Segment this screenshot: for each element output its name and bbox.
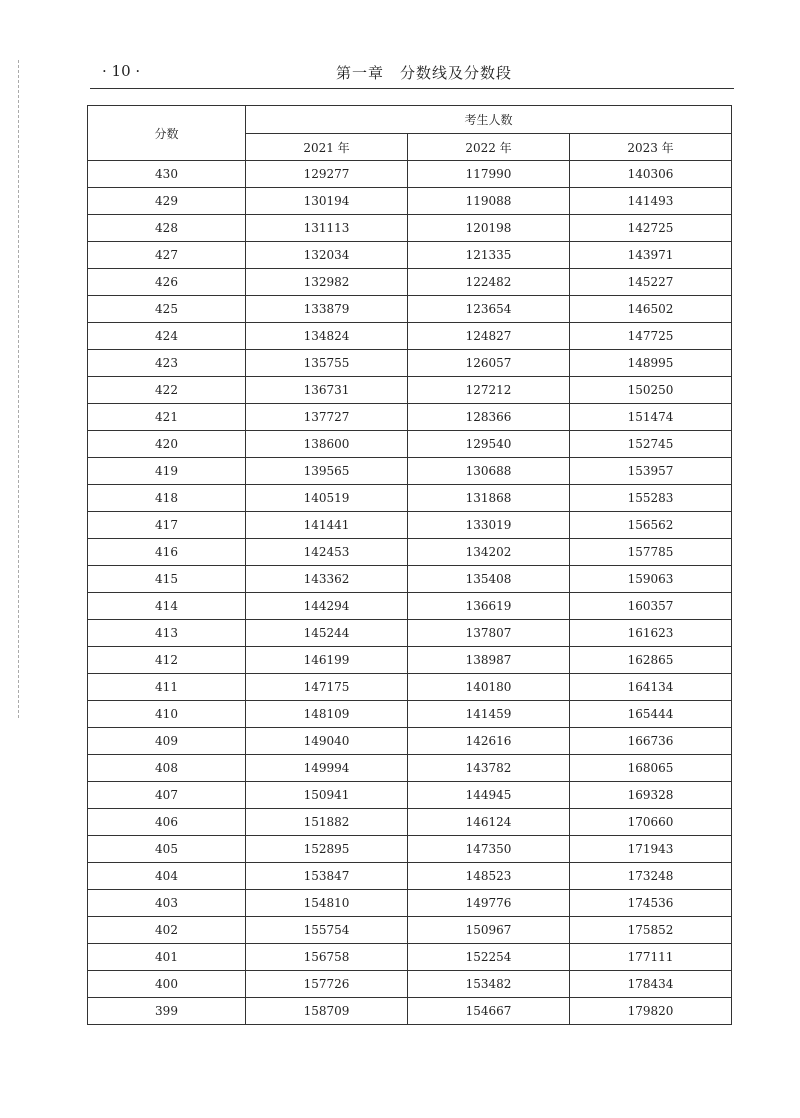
score-cell: 408 bbox=[88, 755, 246, 782]
score-cell: 422 bbox=[88, 377, 246, 404]
table-row bbox=[88, 512, 732, 539]
count-2022-cell: 129540 bbox=[408, 431, 570, 458]
score-cell: 401 bbox=[88, 944, 246, 971]
count-2023-cell: 142725 bbox=[570, 215, 732, 242]
count-2023-cell: 179820 bbox=[570, 998, 732, 1025]
count-2021-cell: 129277 bbox=[246, 161, 408, 188]
table-row bbox=[88, 458, 732, 485]
count-2021-cell: 144294 bbox=[246, 593, 408, 620]
table-row bbox=[88, 755, 732, 782]
count-2023-cell: 147725 bbox=[570, 323, 732, 350]
count-2021-cell: 149040 bbox=[246, 728, 408, 755]
count-2021-cell: 132034 bbox=[246, 242, 408, 269]
table-row bbox=[88, 485, 732, 512]
table-row bbox=[88, 593, 732, 620]
count-2021-cell: 138600 bbox=[246, 431, 408, 458]
table-row bbox=[88, 539, 732, 566]
count-2021-cell: 131113 bbox=[246, 215, 408, 242]
count-2022-cell: 137807 bbox=[408, 620, 570, 647]
count-2023-cell: 143971 bbox=[570, 242, 732, 269]
score-distribution-table bbox=[87, 105, 732, 1025]
count-2023-cell: 150250 bbox=[570, 377, 732, 404]
count-2022-cell: 136619 bbox=[408, 593, 570, 620]
page-header bbox=[90, 62, 732, 86]
count-2021-cell: 141441 bbox=[246, 512, 408, 539]
count-2022-cell: 124827 bbox=[408, 323, 570, 350]
count-2021-cell: 152895 bbox=[246, 836, 408, 863]
table-row bbox=[88, 215, 732, 242]
score-cell: 405 bbox=[88, 836, 246, 863]
count-2022-cell: 117990 bbox=[408, 161, 570, 188]
count-2023-cell: 140306 bbox=[570, 161, 732, 188]
score-cell: 413 bbox=[88, 620, 246, 647]
score-cell: 425 bbox=[88, 296, 246, 323]
count-2023-cell: 141493 bbox=[570, 188, 732, 215]
page-number: · 10 · bbox=[102, 62, 141, 80]
header-rule bbox=[90, 88, 734, 89]
table-row bbox=[88, 674, 732, 701]
table-row bbox=[88, 566, 732, 593]
count-2022-cell: 143782 bbox=[408, 755, 570, 782]
count-2022-cell: 120198 bbox=[408, 215, 570, 242]
count-2022-cell: 148523 bbox=[408, 863, 570, 890]
score-cell: 412 bbox=[88, 647, 246, 674]
count-2023-cell: 145227 bbox=[570, 269, 732, 296]
count-2023-cell: 173248 bbox=[570, 863, 732, 890]
table-row bbox=[88, 944, 732, 971]
table-row bbox=[88, 161, 732, 188]
score-cell: 399 bbox=[88, 998, 246, 1025]
score-cell: 430 bbox=[88, 161, 246, 188]
count-2021-cell: 158709 bbox=[246, 998, 408, 1025]
count-2021-cell: 134824 bbox=[246, 323, 408, 350]
count-2022-cell: 146124 bbox=[408, 809, 570, 836]
count-2021-cell: 137727 bbox=[246, 404, 408, 431]
count-2023-cell: 170660 bbox=[570, 809, 732, 836]
count-2023-cell: 160357 bbox=[570, 593, 732, 620]
table-row bbox=[88, 890, 732, 917]
count-2022-cell: 121335 bbox=[408, 242, 570, 269]
count-2021-cell: 132982 bbox=[246, 269, 408, 296]
table-row bbox=[88, 863, 732, 890]
count-2022-cell: 147350 bbox=[408, 836, 570, 863]
count-2021-cell: 140519 bbox=[246, 485, 408, 512]
score-cell: 421 bbox=[88, 404, 246, 431]
count-2022-cell: 149776 bbox=[408, 890, 570, 917]
count-2021-cell: 133879 bbox=[246, 296, 408, 323]
count-2023-cell: 162865 bbox=[570, 647, 732, 674]
year-header-2023: 2023 年 bbox=[570, 134, 732, 161]
count-2022-cell: 126057 bbox=[408, 350, 570, 377]
score-cell: 403 bbox=[88, 890, 246, 917]
count-2022-cell: 144945 bbox=[408, 782, 570, 809]
count-2022-cell: 122482 bbox=[408, 269, 570, 296]
count-2022-cell: 154667 bbox=[408, 998, 570, 1025]
count-2022-cell: 123654 bbox=[408, 296, 570, 323]
table-row bbox=[88, 377, 732, 404]
count-2023-cell: 171943 bbox=[570, 836, 732, 863]
score-cell: 419 bbox=[88, 458, 246, 485]
count-2022-cell: 128366 bbox=[408, 404, 570, 431]
table-row bbox=[88, 188, 732, 215]
table-row bbox=[88, 269, 732, 296]
count-2022-cell: 130688 bbox=[408, 458, 570, 485]
count-2021-cell: 135755 bbox=[246, 350, 408, 377]
count-2021-cell: 136731 bbox=[246, 377, 408, 404]
count-2021-cell: 153847 bbox=[246, 863, 408, 890]
score-cell: 418 bbox=[88, 485, 246, 512]
score-cell: 402 bbox=[88, 917, 246, 944]
count-2021-cell: 130194 bbox=[246, 188, 408, 215]
table-row bbox=[88, 296, 732, 323]
table-row bbox=[88, 728, 732, 755]
table-body bbox=[88, 161, 732, 1025]
count-2023-cell: 146502 bbox=[570, 296, 732, 323]
count-2023-cell: 174536 bbox=[570, 890, 732, 917]
score-cell: 423 bbox=[88, 350, 246, 377]
table-row bbox=[88, 917, 732, 944]
count-2021-cell: 155754 bbox=[246, 917, 408, 944]
count-2022-cell: 133019 bbox=[408, 512, 570, 539]
count-2022-cell: 131868 bbox=[408, 485, 570, 512]
count-2023-cell: 165444 bbox=[570, 701, 732, 728]
score-cell: 417 bbox=[88, 512, 246, 539]
count-2023-cell: 177111 bbox=[570, 944, 732, 971]
count-2023-cell: 152745 bbox=[570, 431, 732, 458]
table-row bbox=[88, 404, 732, 431]
count-2022-cell: 138987 bbox=[408, 647, 570, 674]
table-row bbox=[88, 701, 732, 728]
year-header-2022: 2022 年 bbox=[408, 134, 570, 161]
count-2022-cell: 141459 bbox=[408, 701, 570, 728]
table-row bbox=[88, 620, 732, 647]
score-cell: 429 bbox=[88, 188, 246, 215]
count-2021-cell: 157726 bbox=[246, 971, 408, 998]
score-cell: 414 bbox=[88, 593, 246, 620]
table-row bbox=[88, 242, 732, 269]
score-cell: 415 bbox=[88, 566, 246, 593]
count-2023-cell: 178434 bbox=[570, 971, 732, 998]
count-2022-cell: 140180 bbox=[408, 674, 570, 701]
count-2021-cell: 154810 bbox=[246, 890, 408, 917]
count-2021-cell: 146199 bbox=[246, 647, 408, 674]
score-cell: 420 bbox=[88, 431, 246, 458]
count-2021-cell: 149994 bbox=[246, 755, 408, 782]
table-row bbox=[88, 782, 732, 809]
score-cell: 410 bbox=[88, 701, 246, 728]
table-row bbox=[88, 809, 732, 836]
count-2021-cell: 147175 bbox=[246, 674, 408, 701]
table-row bbox=[88, 647, 732, 674]
count-2023-cell: 159063 bbox=[570, 566, 732, 593]
count-2021-cell: 156758 bbox=[246, 944, 408, 971]
score-cell: 424 bbox=[88, 323, 246, 350]
count-2022-cell: 153482 bbox=[408, 971, 570, 998]
score-cell: 428 bbox=[88, 215, 246, 242]
count-2022-cell: 134202 bbox=[408, 539, 570, 566]
score-cell: 409 bbox=[88, 728, 246, 755]
count-2021-cell: 142453 bbox=[246, 539, 408, 566]
score-cell: 400 bbox=[88, 971, 246, 998]
score-cell: 416 bbox=[88, 539, 246, 566]
table-row bbox=[88, 323, 732, 350]
count-2023-cell: 175852 bbox=[570, 917, 732, 944]
candidate-count-header: 考生人数 bbox=[246, 106, 732, 134]
score-cell: 407 bbox=[88, 782, 246, 809]
table-row bbox=[88, 998, 732, 1025]
count-2023-cell: 164134 bbox=[570, 674, 732, 701]
count-2021-cell: 148109 bbox=[246, 701, 408, 728]
count-2022-cell: 127212 bbox=[408, 377, 570, 404]
score-cell: 404 bbox=[88, 863, 246, 890]
count-2021-cell: 151882 bbox=[246, 809, 408, 836]
table-row bbox=[88, 350, 732, 377]
binding-margin-line bbox=[18, 60, 19, 718]
count-2023-cell: 148995 bbox=[570, 350, 732, 377]
count-2023-cell: 155283 bbox=[570, 485, 732, 512]
table-row bbox=[88, 836, 732, 863]
count-2021-cell: 150941 bbox=[246, 782, 408, 809]
score-column-header: 分数 bbox=[88, 106, 246, 161]
count-2022-cell: 135408 bbox=[408, 566, 570, 593]
score-cell: 427 bbox=[88, 242, 246, 269]
score-cell: 411 bbox=[88, 674, 246, 701]
count-2023-cell: 157785 bbox=[570, 539, 732, 566]
count-2023-cell: 161623 bbox=[570, 620, 732, 647]
count-2021-cell: 139565 bbox=[246, 458, 408, 485]
count-2021-cell: 143362 bbox=[246, 566, 408, 593]
count-2023-cell: 169328 bbox=[570, 782, 732, 809]
chapter-title: 第一章 分数线及分数段 bbox=[336, 64, 513, 82]
table-row bbox=[88, 971, 732, 998]
count-2023-cell: 151474 bbox=[570, 404, 732, 431]
count-2022-cell: 152254 bbox=[408, 944, 570, 971]
count-2023-cell: 156562 bbox=[570, 512, 732, 539]
count-2021-cell: 145244 bbox=[246, 620, 408, 647]
count-2022-cell: 119088 bbox=[408, 188, 570, 215]
table-row bbox=[88, 431, 732, 458]
year-header-2021: 2021 年 bbox=[246, 134, 408, 161]
count-2023-cell: 168065 bbox=[570, 755, 732, 782]
count-2023-cell: 153957 bbox=[570, 458, 732, 485]
count-2023-cell: 166736 bbox=[570, 728, 732, 755]
count-2022-cell: 150967 bbox=[408, 917, 570, 944]
count-2022-cell: 142616 bbox=[408, 728, 570, 755]
score-cell: 406 bbox=[88, 809, 246, 836]
score-cell: 426 bbox=[88, 269, 246, 296]
